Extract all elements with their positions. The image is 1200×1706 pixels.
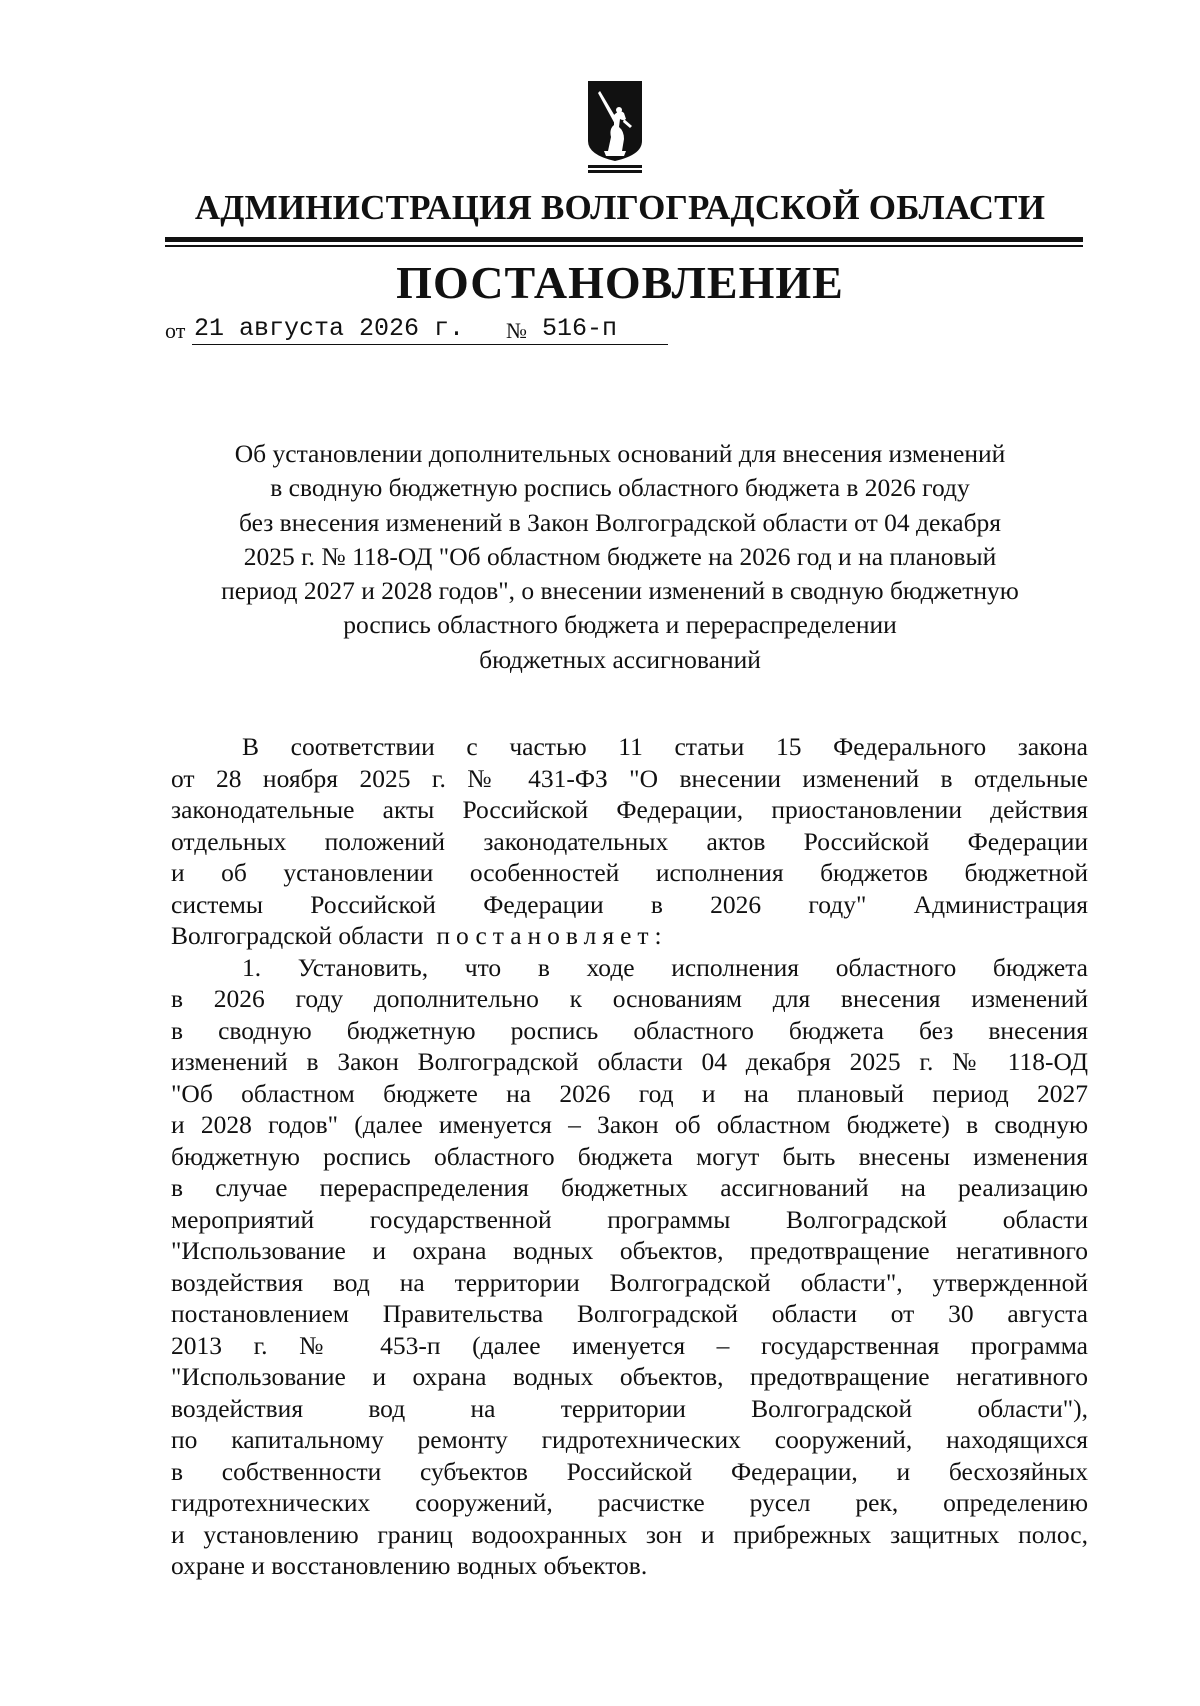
body-line: бюджетную роспись областного бюджета могут быть внесены изменения bbox=[171, 1141, 1088, 1171]
body-line: Волгоградской области bbox=[171, 921, 424, 950]
issuing-authority: АДМИНИСТРАЦИЯ ВОЛГОГРАДСКОЙ ОБЛАСТИ bbox=[194, 188, 1046, 227]
body-line: системы Российской Федерации в 2026 году" Администрация bbox=[171, 889, 1088, 919]
number-sign: № bbox=[506, 318, 527, 343]
body-line: В соответствии с частью 11 статьи 15 Федерального закона bbox=[242, 732, 1088, 761]
body-line: мероприятий государственной программы Волгоградской области bbox=[171, 1204, 1088, 1234]
document-type-title: ПОСТАНОВЛЕНИЕ bbox=[396, 257, 844, 308]
body-line: от 28 ноября 2025 г. № 431-ФЗ "О внесении изменений в отдельные bbox=[171, 763, 1088, 793]
title-line: бюджетных ассигнований bbox=[479, 644, 761, 674]
document-body bbox=[171, 731, 1088, 1582]
decree-word: постановляет: bbox=[436, 921, 668, 950]
body-line: отдельных положений законодательных актов Российской Федерации bbox=[171, 826, 1088, 856]
body-line: воздействия вод на территории Волгоградской области"), bbox=[171, 1393, 1088, 1423]
body-line: в 2026 году дополнительно к основаниям для внесения изменений bbox=[171, 984, 1088, 1013]
body-line: и об установлении особенностей исполнения бюджетов бюджетной bbox=[171, 858, 1088, 887]
body-line: в собственности субъектов Российской Федерации, и бесхозяйных bbox=[171, 1456, 1088, 1486]
body-line: в сводную бюджетную роспись областного бюджета без внесения bbox=[171, 1015, 1088, 1045]
title-line: Об установлении дополнительных оснований для внесения изменений bbox=[234, 439, 1006, 468]
title-line: 2025 г. № 118-ОД "Об областном бюджете на 2026 год и на плановый bbox=[243, 541, 997, 571]
body-line: законодательные акты Российской Федерации, приостановлении действия bbox=[171, 795, 1088, 824]
body-line: 1. Установить, что в ходе исполнения областного бюджета bbox=[242, 952, 1088, 982]
body-line: "Использование и охрана водных объектов, предотвращение негативного bbox=[171, 1236, 1088, 1265]
body-line: изменений в Закон Волгоградской области 04 декабря 2025 г. № 118-ОД bbox=[171, 1047, 1088, 1076]
title-line: роспись областного бюджета и перераспределении bbox=[343, 610, 897, 640]
header-rule-thick bbox=[165, 237, 1083, 242]
body-line: постановлением Правительства Волгоградской области от 30 августа bbox=[171, 1299, 1088, 1328]
body-line: "Об областном бюджете на 2026 год и на плановый период 2027 bbox=[171, 1078, 1088, 1108]
body-line: и 2028 годов" (далее именуется – Закон об областном бюджете) в сводную bbox=[171, 1110, 1088, 1139]
document-number: 516-п bbox=[542, 314, 618, 343]
document-subject-title bbox=[160, 437, 1080, 677]
title-line: без внесения изменений в Закон Волгоградской области от 04 декабря bbox=[238, 507, 1002, 537]
volgograd-motherland-emblem-icon bbox=[586, 79, 644, 176]
body-line: по капитальному ремонту гидротехнических сооружений, находящихся bbox=[171, 1425, 1088, 1454]
document-date: 21 августа 2026 г. bbox=[194, 314, 465, 343]
body-line: в случае перераспределения бюджетных ассигнований на реализацию bbox=[171, 1173, 1088, 1202]
body-line: охране и восстановлению водных объектов. bbox=[171, 1551, 648, 1580]
body-line: 2013 г. № 453-п (далее именуется – государственная программа bbox=[171, 1330, 1088, 1360]
header-rule-thin bbox=[165, 245, 1083, 247]
body-line: "Использование и охрана водных объектов, предотвращение негативного bbox=[171, 1362, 1088, 1391]
body-line: и установлению границ водоохранных зон и прибрежных защитных полос, bbox=[171, 1519, 1088, 1549]
body-line: воздействия вод на территории Волгоградской области", утвержденной bbox=[171, 1267, 1088, 1297]
body-line-decree bbox=[171, 920, 1088, 952]
title-line: период 2027 и 2028 годов", о внесении изменений в сводную бюджетную bbox=[221, 576, 1019, 606]
title-line: в сводную бюджетную роспись областного бюджета в 2026 году bbox=[270, 473, 970, 503]
date-prefix: от bbox=[165, 318, 186, 343]
body-line: гидротехнических сооружений, расчистке русел рек, определению bbox=[171, 1488, 1088, 1517]
